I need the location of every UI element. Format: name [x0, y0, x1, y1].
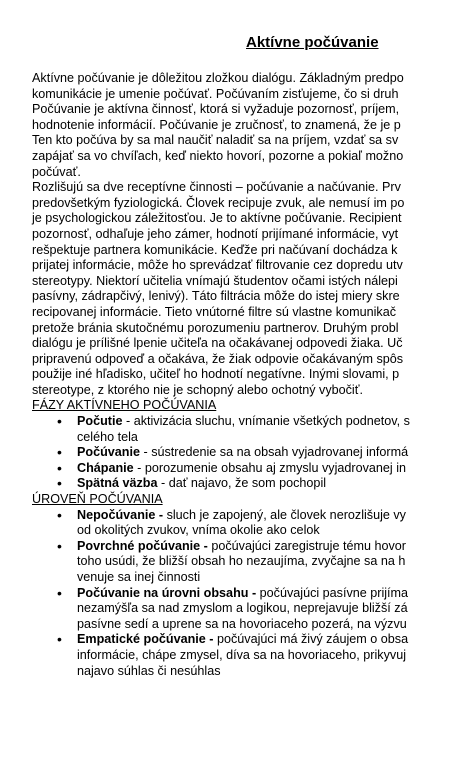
list-item-term: Chápanie: [77, 460, 134, 475]
text-line: stereotype, z ktorého nie je schopný alebo ochotný vybočiť.: [32, 382, 363, 397]
list-item-text: - porozumenie obsahu aj zmyslu vyjadrovanej in: [133, 460, 406, 475]
list-item-term: Spätná väzba: [77, 476, 158, 491]
list-item: [32, 461, 459, 477]
text-line: pozornosť, odhaľuje jeho zámer, hodnotí prijímané informácie, vyt: [32, 226, 399, 241]
bullet-icon: •: [57, 413, 62, 430]
text-line: počúvať.: [32, 164, 81, 179]
bullet-icon: •: [57, 459, 62, 476]
list-item-continuation: informácie, chápe zmysel, díva sa na hovoriaceho, prikyvuj: [77, 647, 406, 662]
bullet-icon: •: [57, 475, 62, 492]
list-item: [32, 476, 459, 492]
text-line: dialógu je prílišné lpenie učiteľa na očakávanej odpovedi žiaka. Uč: [32, 336, 403, 351]
list-item: [32, 508, 459, 524]
list-item-continuation: celého tela: [77, 429, 138, 444]
text-line: Aktívne počúvanie je dôležitou zložkou dialógu. Základným predpo: [32, 71, 404, 85]
bullet-icon: •: [57, 444, 62, 461]
list-item-continuation: od okolitých zvukov, vníma okolie ako celok: [77, 523, 320, 538]
list-item-continuation: najavo súhlas či nesúhlas: [77, 663, 221, 678]
list-item-text: - sústredenie sa na obsah vyjadrovanej informá: [140, 445, 409, 460]
list-item: [32, 632, 459, 648]
section-heading-uroven: ÚROVEŇ POČÚVANIA: [32, 492, 163, 507]
text-line: Počúvanie je aktívna činnosť, ktorá si vyžaduje pozornosť, príjem,: [32, 102, 400, 117]
list-item-text: počúvajúci zaregistruje tému hovor: [207, 538, 406, 553]
text-line: Ten kto počúva by sa mal naučiť naladiť sa na príjem, vzdať sa sv: [32, 133, 399, 148]
document-body: [32, 71, 459, 679]
text-line: pretože bránia skutočnému porozumeniu partnerov. Druhým probl: [32, 320, 399, 335]
list-item: [32, 586, 459, 602]
list-item-continuation: pasívne sedí a uprene sa na hovoriaceho pozerá, na výzvu: [77, 616, 407, 631]
list-item-text: počúvajúci má živý záujem o obsa: [213, 632, 409, 647]
text-line: rešpektuje partnera komunikácie. Keďže pri načúvaní dochádza k: [32, 242, 398, 257]
list-item: [32, 414, 459, 430]
list-item: [32, 539, 459, 555]
list-item-continuation: nezamýšľa sa nad zmyslom a logikou, neprejavuje bližší zá: [77, 601, 408, 616]
list-item-text: počúvajúci pasívne prijíma: [256, 585, 409, 600]
text-line: recipovanej informácie. Tieto vnútorné filtre sú vlastne komunikač: [32, 304, 396, 319]
list-item-text: sluch je zapojený, ale človek nerozlišuje vy: [163, 507, 406, 522]
list-item-text: - aktivizácia sluchu, vnímanie všetkých podnetov, s: [122, 414, 410, 429]
text-line: použije iné hľadisko, učiteľ ho hodnotí negatívne. Inými slovami, p: [32, 367, 400, 382]
list-item-term: Empatické počúvanie -: [77, 632, 214, 647]
list-item-continuation: venuje sa inej činnosti: [77, 570, 201, 584]
bullet-icon: •: [57, 584, 62, 601]
list-item-term: Povrchné počúvanie -: [77, 538, 208, 553]
section-heading-fazy: FÁZY AKTÍVNEHO POČÚVANIA: [32, 398, 217, 413]
list-item: [32, 445, 459, 461]
text-line: predovšetkým fyziologická. Človek recipuje zvuk, ale nemusí im po: [32, 195, 405, 210]
list-item-text: - dať najavo, že som pochopil: [157, 476, 327, 491]
text-line: stereotypy. Niektorí učitelia vnímajú študentov očami istých nálepi: [32, 273, 398, 288]
document-title: Aktívne počúvanie: [246, 34, 379, 51]
list-item-term: Počúvanie na úrovni obsahu -: [77, 585, 257, 600]
text-line: prijatej informácie, môže ho sprevádzať filtrovanie cez dopredu utv: [32, 258, 403, 273]
text-line: komunikácie je umenie počúvať. Počúvaním zisťujeme, čo si druh: [32, 86, 399, 101]
text-line: pasívny, zádrapčivý, lenivý). Táto filtrácia môže do istej miery skre: [32, 289, 400, 304]
text-line: je psychologickou záležitosťou. Je to aktívne počúvanie. Recipient: [32, 211, 402, 226]
text-line: Rozlišujú sa dve receptívne činnosti – počúvanie a načúvanie. Prv: [32, 180, 401, 195]
text-line: zapájať sa vo chvíľach, keď niekto hovorí, pozorne a pokiaľ možno: [32, 148, 404, 163]
text-line: pripravenú odpoveď a očakáva, že žiak odpovie očakávaným spôs: [32, 351, 404, 366]
bullet-icon: •: [57, 506, 62, 523]
list-item-continuation: toho usúdi, že bližší obsah ho nezaujíma, zvyčajne sa na h: [77, 554, 406, 569]
bullet-icon: •: [57, 537, 62, 554]
text-line: hodnotenie informácií. Počúvanie je zručnosť, to znamená, že je p: [32, 117, 401, 132]
list-item-term: Počúvanie: [77, 445, 140, 460]
bullet-icon: •: [57, 631, 62, 648]
list-item-term: Počutie: [77, 414, 123, 429]
list-item-term: Nepočúvanie -: [77, 507, 164, 522]
